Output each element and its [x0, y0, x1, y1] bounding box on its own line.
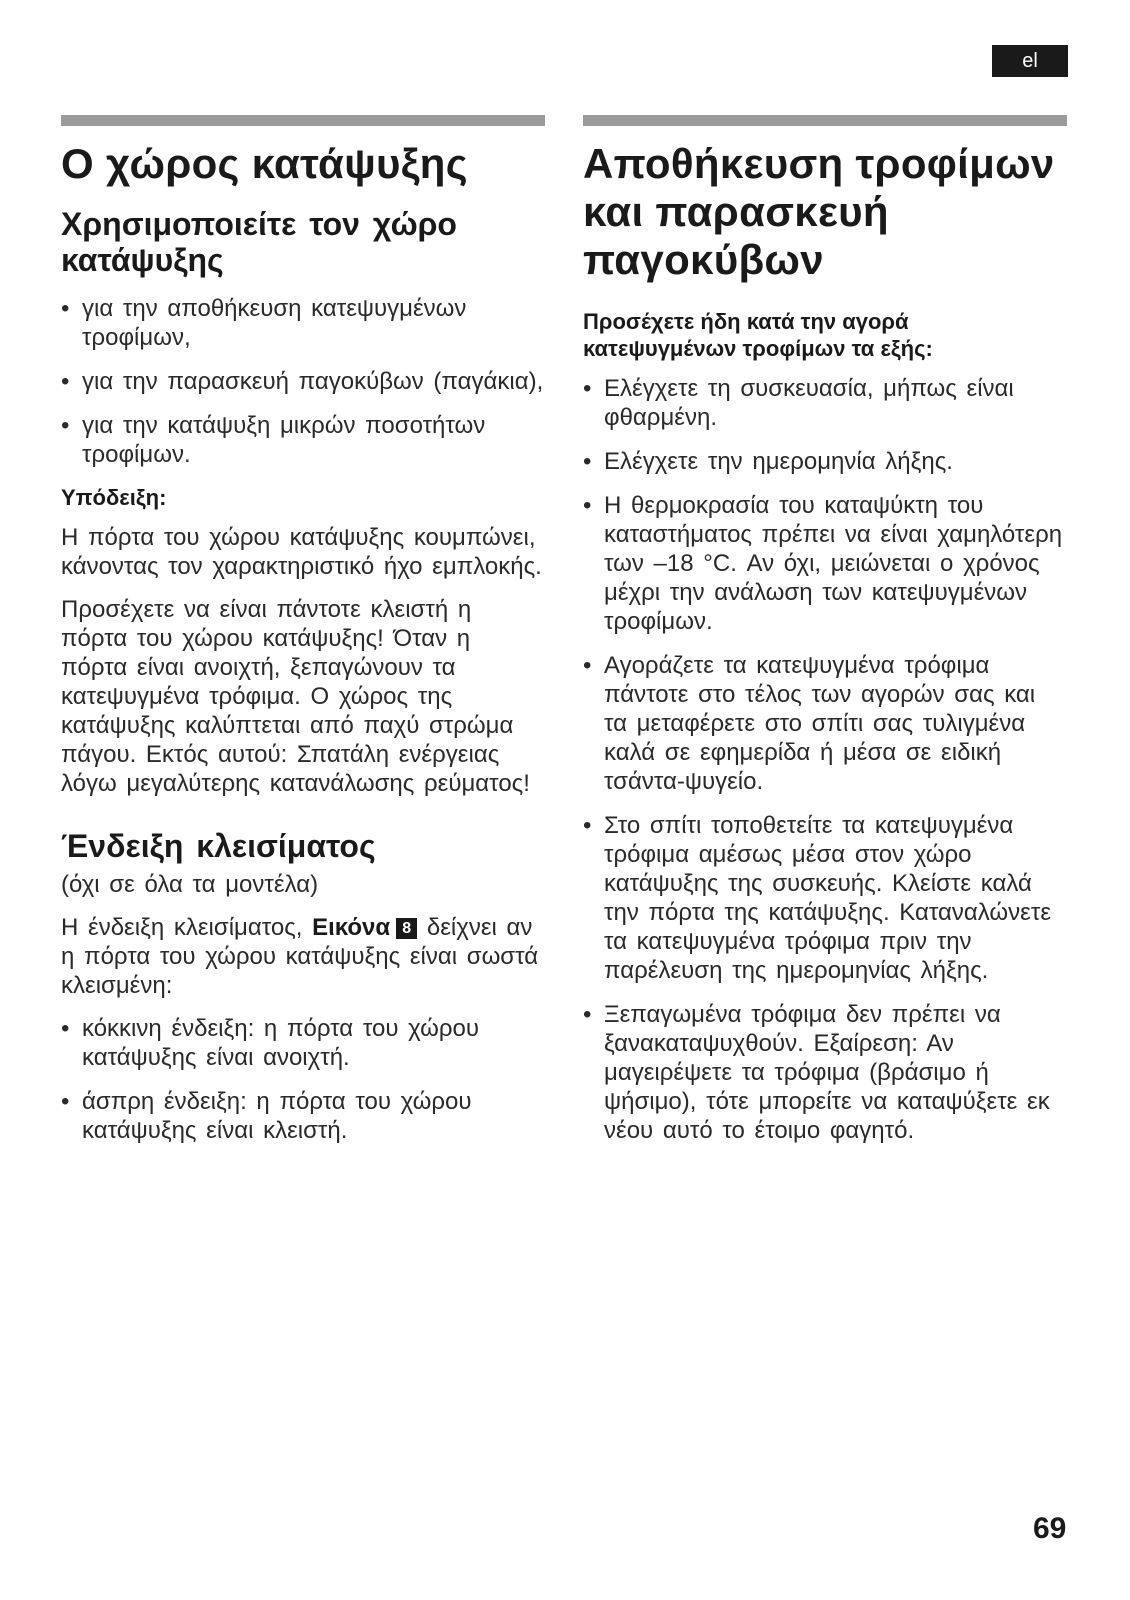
- purchase-tips-heading: Προσέχετε ήδη κατά την αγορά κατεψυγμένων τροφίμων τα εξής:: [583, 309, 933, 361]
- note-paragraph: Η πόρτα του χώρου κατάψυξης κουμπώνει, κάνοντας τον χαρακτηριστικό ήχο εμπλοκής.: [61, 524, 542, 580]
- list-item: • Η θερμοκρασία του καταψύκτη του καταστήματος πρέπει να είναι χαμηλότερη των –18 °C. Αν όχι, μειώνεται ο χρόνος μέχρι την ανάλωση των κατεψυγμένων τροφίμων.: [583, 491, 1067, 636]
- closing-indicator-text-after: δείχνει αν η πόρτα του χώρου κατάψυξης είναι σωστά κλεισμένη:: [61, 914, 539, 999]
- page-number: 69: [1033, 1512, 1067, 1545]
- figure-number-badge: 8: [396, 918, 417, 939]
- usage-heading: Χρησιμοποιείτε τον χώρο κατάψυξης: [61, 206, 457, 278]
- freezer-section-title: Ο χώρος κατάψυξης: [61, 140, 468, 187]
- list-item: • Στο σπίτι τοποθετείτε τα κατεψυγμένα τρόφιμα αμέσως μέσα στον χώρο κατάψυξης της συσκευής. Κλείστε καλά την πόρτα της κατάψυξης. Καταναλώνετε τα κατεψυγμένα τρόφιμα πριν την παρέλευση της ημερομηνίας λήξης.: [583, 811, 1067, 985]
- indicator-list: [61, 1014, 545, 1145]
- list-item: • για την αποθήκευση κατεψυγμένων τροφίμων,: [61, 294, 545, 352]
- note-heading: Υπόδειξη:: [61, 485, 167, 510]
- list-item: • Ελέγχετε την ημερομηνία λήξης.: [583, 447, 1067, 476]
- closing-indicator-heading: Ένδειξη κλεισίματος: [61, 828, 376, 864]
- list-item: • κόκκινη ένδειξη: η πόρτα του χώρου κατάψυξης είναι ανοιχτή.: [61, 1014, 545, 1072]
- list-item: • για την κατάψυξη μικρών ποσοτήτων τροφίμων.: [61, 411, 545, 469]
- list-item: • Ελέγχετε τη συσκευασία, μήπως είναι φθαρμένη.: [583, 374, 1067, 432]
- section-divider-bar: [583, 115, 1067, 126]
- closing-indicator-subtitle: (όχι σε όλα τα μοντέλα): [61, 871, 319, 898]
- closing-indicator-text: [61, 913, 545, 1000]
- closing-indicator-text-before: Η ένδειξη κλεισίματος,: [61, 914, 303, 941]
- usage-list: [61, 294, 545, 469]
- figure-reference-label: Εικόνα: [312, 914, 391, 941]
- list-item: • Αγοράζετε τα κατεψυγμένα τρόφιμα πάντοτε στο τέλος των αγορών σας και τα μεταφέρετε στο σπίτι σας τυλιγμένα καλά σε εφημερίδα ή μέσα σε ειδική τσάντα-ψυγείο.: [583, 651, 1067, 796]
- list-item: • για την παρασκευή παγοκύβων (παγάκια),: [61, 367, 545, 396]
- purchase-tips-list: [583, 374, 1067, 1145]
- list-item: • άσπρη ένδειξη: η πόρτα του χώρου κατάψυξης είναι κλειστή.: [61, 1087, 545, 1145]
- language-badge: el: [992, 45, 1068, 77]
- food-storage-title: Αποθήκευση τροφίμων και παρασκευή παγοκύβων: [583, 140, 1055, 283]
- list-item: • Ξεπαγωμένα τρόφιμα δεν πρέπει να ξανακαταψυχθούν. Εξαίρεση: Αν μαγειρέψετε τα τρόφιμα (βράσιμο ή ψήσιμο), τότε μπορείτε να καταψύξετε εκ νέου αυτό το έτοιμο φαγητό.: [583, 1000, 1067, 1145]
- right-column: [583, 115, 1067, 1160]
- note-paragraph: Προσέχετε να είναι πάντοτε κλειστή η πόρτα του χώρου κατάψυξης! Όταν η πόρτα είναι ανοιχτή, ξεπαγώνουν τα κατεψυγμένα τρόφιμα. Ο χώρος της κατάψυξης καλύπτεται από παχύ στρώμα πάγου. Εκτός αυτού: Σπατάλη ενέργειας λόγω μεγαλύτερης κατανάλωσης ρεύματος!: [61, 596, 530, 797]
- left-column: [61, 115, 545, 1160]
- section-divider-bar: [61, 115, 545, 126]
